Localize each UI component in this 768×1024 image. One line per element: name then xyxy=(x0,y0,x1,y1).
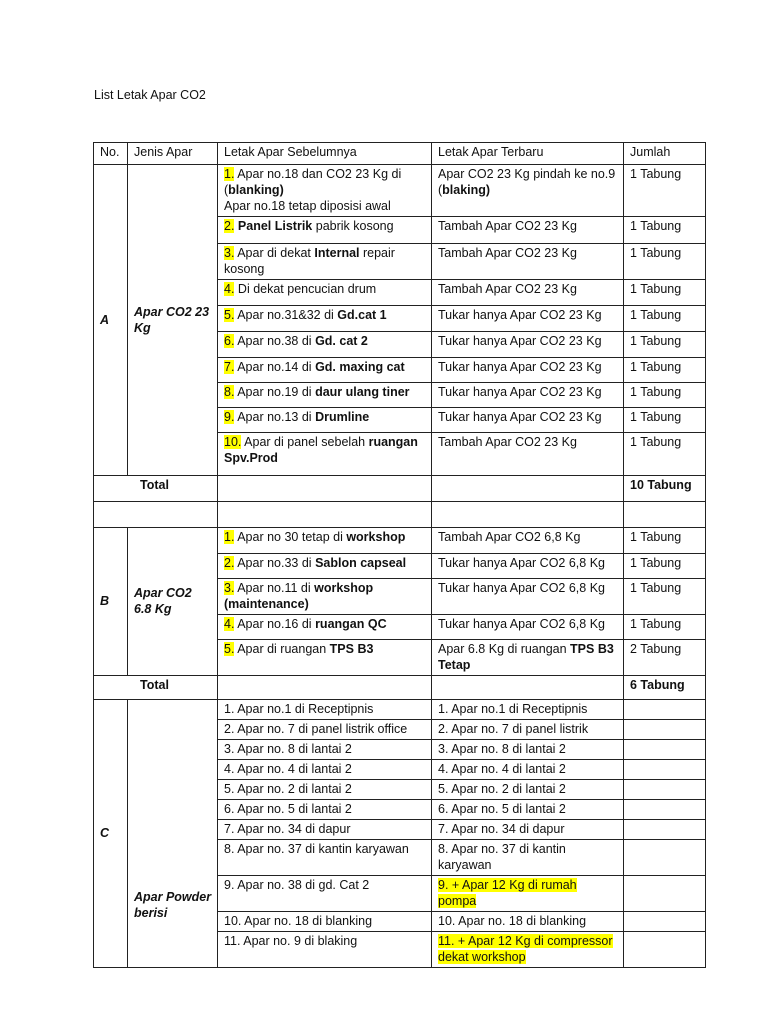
section-a-no: A xyxy=(94,165,128,476)
a-jumlah-6: 1 Tabung xyxy=(624,332,706,358)
table-header-row xyxy=(94,143,706,165)
b-new-2: Tukar hanya Apar CO2 6,8 Kg xyxy=(432,554,624,579)
a-old-10: 10. Apar di panel sebelah ruangan Spv.Prod xyxy=(218,433,432,476)
a-new-4: Tambah Apar CO2 23 Kg xyxy=(432,280,624,306)
b-old-5: 5. Apar di ruangan TPS B3 xyxy=(218,640,432,676)
c-old-1: 1. Apar no.1 di Receptipnis xyxy=(218,700,432,720)
a-jumlah-4: 1 Tabung xyxy=(624,280,706,306)
c-new-7: 7. Apar no. 34 di dapur xyxy=(432,820,624,840)
a-jumlah-5: 1 Tabung xyxy=(624,306,706,332)
section-c-jenis: Apar Powder berisi xyxy=(128,700,218,968)
a-new-6: Tukar hanya Apar CO2 23 Kg xyxy=(432,332,624,358)
a-new-1: Apar CO2 23 Kg pindah ke no.9 (blaking) xyxy=(432,165,624,217)
c-old-8: 8. Apar no. 37 di kantin karyawan xyxy=(218,840,432,876)
a-old-6: 6. Apar no.38 di Gd. cat 2 xyxy=(218,332,432,358)
a-jumlah-8: 1 Tabung xyxy=(624,383,706,408)
a-old-5: 5. Apar no.31&32 di Gd.cat 1 xyxy=(218,306,432,332)
c-new-10: 10. Apar no. 18 di blanking xyxy=(432,912,624,932)
a-new-10: Tambah Apar CO2 23 Kg xyxy=(432,433,624,476)
table-row xyxy=(94,528,706,554)
header-jumlah: Jumlah xyxy=(624,143,706,165)
a-jumlah-10: 1 Tabung xyxy=(624,433,706,476)
b-old-2: 2. Apar no.33 di Sablon capseal xyxy=(218,554,432,579)
c-new-9: 9. + Apar 12 Kg di rumah pompa xyxy=(432,876,624,912)
total-value-a: 10 Tabung xyxy=(624,476,706,502)
a-jumlah-2: 1 Tabung xyxy=(624,217,706,244)
c-new-4: 4. Apar no. 4 di lantai 2 xyxy=(432,760,624,780)
a-old-7: 7. Apar no.14 di Gd. maxing cat xyxy=(218,358,432,383)
total-value-b: 6 Tabung xyxy=(624,676,706,700)
a-jumlah-7: 1 Tabung xyxy=(624,358,706,383)
c-old-9: 9. Apar no. 38 di gd. Cat 2 xyxy=(218,876,432,912)
a-new-8: Tukar hanya Apar CO2 23 Kg xyxy=(432,383,624,408)
a-old-2: 2. Panel Listrik pabrik kosong xyxy=(218,217,432,244)
table-row xyxy=(94,165,706,217)
c-old-11: 11. Apar no. 9 di blaking xyxy=(218,932,432,968)
a-jumlah-3: 1 Tabung xyxy=(624,244,706,280)
a-old-3: 3. Apar di dekat Internal repair kosong xyxy=(218,244,432,280)
b-jumlah-1: 1 Tabung xyxy=(624,528,706,554)
b-new-4: Tukar hanya Apar CO2 6,8 Kg xyxy=(432,615,624,640)
c-new-5: 5. Apar no. 2 di lantai 2 xyxy=(432,780,624,800)
a-new-7: Tukar hanya Apar CO2 23 Kg xyxy=(432,358,624,383)
total-label-b: Total xyxy=(94,676,218,700)
b-new-5: Apar 6.8 Kg di ruangan TPS B3 Tetap xyxy=(432,640,624,676)
header-jenis: Jenis Apar xyxy=(128,143,218,165)
c-new-1: 1. Apar no.1 di Receptipnis xyxy=(432,700,624,720)
section-b-jenis: Apar CO2 6.8 Kg xyxy=(128,528,218,676)
table-row xyxy=(94,700,706,720)
a-new-2: Tambah Apar CO2 23 Kg xyxy=(432,217,624,244)
header-sebelum: Letak Apar Sebelumnya xyxy=(218,143,432,165)
apar-location-table xyxy=(93,142,706,968)
b-new-3: Tukar hanya Apar CO2 6,8 Kg xyxy=(432,579,624,615)
document-title: List Letak Apar CO2 xyxy=(94,88,206,102)
section-a-jenis: Apar CO2 23 Kg xyxy=(128,165,218,476)
c-new-3: 3. Apar no. 8 di lantai 2 xyxy=(432,740,624,760)
total-row-a xyxy=(94,476,706,502)
section-c-no: C xyxy=(94,700,128,968)
header-no: No. xyxy=(94,143,128,165)
b-old-3: 3. Apar no.11 di workshop (maintenance) xyxy=(218,579,432,615)
spacer-row xyxy=(94,502,706,528)
b-jumlah-5: 2 Tabung xyxy=(624,640,706,676)
b-old-4: 4. Apar no.16 di ruangan QC xyxy=(218,615,432,640)
a-old-1: 1. Apar no.18 dan CO2 23 Kg di (blanking) Apar no.18 tetap diposisi awal xyxy=(218,165,432,217)
a-new-3: Tambah Apar CO2 23 Kg xyxy=(432,244,624,280)
b-new-1: Tambah Apar CO2 6,8 Kg xyxy=(432,528,624,554)
b-jumlah-3: 1 Tabung xyxy=(624,579,706,615)
c-old-5: 5. Apar no. 2 di lantai 2 xyxy=(218,780,432,800)
c-old-6: 6. Apar no. 5 di lantai 2 xyxy=(218,800,432,820)
c-new-6: 6. Apar no. 5 di lantai 2 xyxy=(432,800,624,820)
total-row-b xyxy=(94,676,706,700)
a-old-4: 4. Di dekat pencucian drum xyxy=(218,280,432,306)
c-old-3: 3. Apar no. 8 di lantai 2 xyxy=(218,740,432,760)
c-old-2: 2. Apar no. 7 di panel listrik office xyxy=(218,720,432,740)
total-label-a: Total xyxy=(94,476,218,502)
a-old-8: 8. Apar no.19 di daur ulang tiner xyxy=(218,383,432,408)
c-new-11: 11. + Apar 12 Kg di compressor dekat workshop xyxy=(432,932,624,968)
a-old-9: 9. Apar no.13 di Drumline xyxy=(218,408,432,433)
section-b-no: B xyxy=(94,528,128,676)
c-old-10: 10. Apar no. 18 di blanking xyxy=(218,912,432,932)
c-old-7: 7. Apar no. 34 di dapur xyxy=(218,820,432,840)
header-terbaru: Letak Apar Terbaru xyxy=(432,143,624,165)
a-new-5: Tukar hanya Apar CO2 23 Kg xyxy=(432,306,624,332)
c-new-2: 2. Apar no. 7 di panel listrik xyxy=(432,720,624,740)
b-jumlah-2: 1 Tabung xyxy=(624,554,706,579)
c-old-4: 4. Apar no. 4 di lantai 2 xyxy=(218,760,432,780)
b-jumlah-4: 1 Tabung xyxy=(624,615,706,640)
b-old-1: 1. Apar no 30 tetap di workshop xyxy=(218,528,432,554)
a-new-9: Tukar hanya Apar CO2 23 Kg xyxy=(432,408,624,433)
a-jumlah-1: 1 Tabung xyxy=(624,165,706,217)
c-new-8: 8. Apar no. 37 di kantin karyawan xyxy=(432,840,624,876)
a-jumlah-9: 1 Tabung xyxy=(624,408,706,433)
